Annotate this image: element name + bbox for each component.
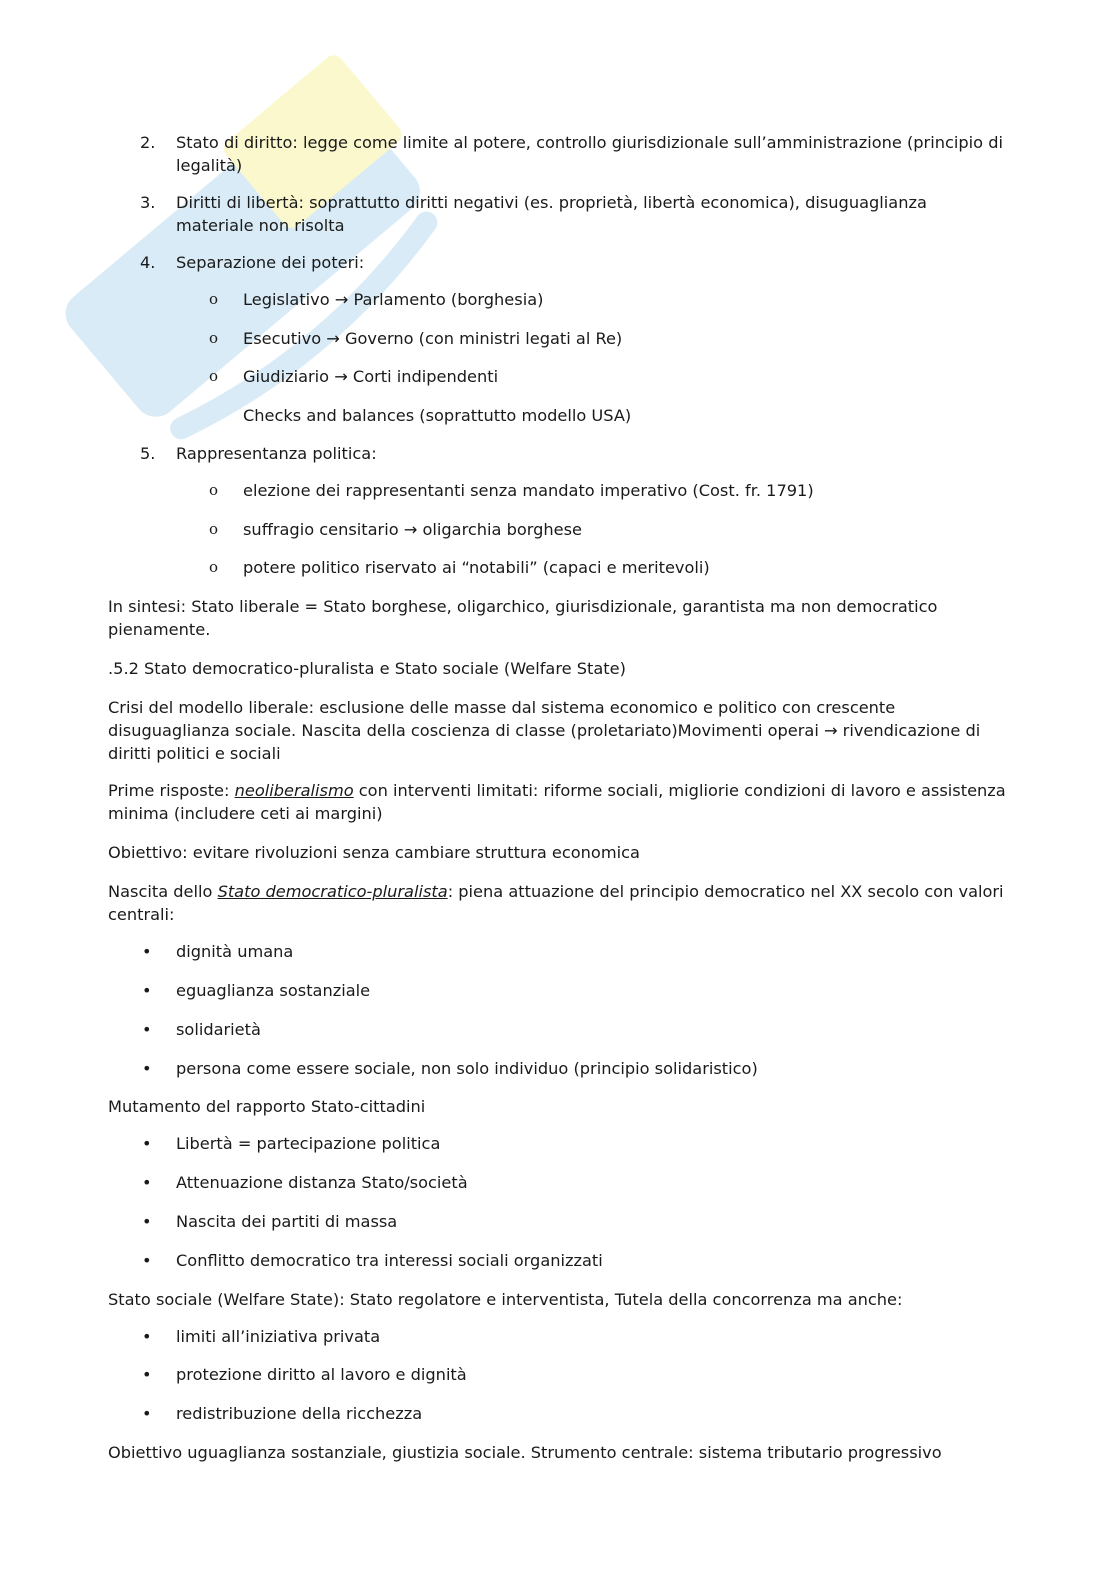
conclusione-paragraph: Obiettivo uguaglianza sostanziale, giustizia sociale. Strumento centrale: sistema tributario progressivo xyxy=(108,1443,942,1463)
sub-list-item: Checks and balances (soprattutto modello USA) xyxy=(243,405,632,425)
numbered-list-top xyxy=(108,131,1008,274)
mutamento-list xyxy=(108,1132,1008,1271)
bullet-icon: • xyxy=(142,1212,152,1232)
prime-risposte-paragraph: Prime risposte: neoliberalismo con interventi limitati: riforme sociali, migliorie condizioni di lavoro e assistenza minima (includere ceti ai margini) xyxy=(108,780,1006,823)
list-item: 2. Stato di diritto: legge come limite al potere, controllo giurisdizionale sull’amministrazione (principio di legalità) xyxy=(140,133,1003,175)
bullet-icon: • xyxy=(142,1404,152,1424)
nascita-paragraph: Nascita dello Stato democratico-pluralista: piena attuazione del principio democratico nel XX secolo con valori centrali: xyxy=(108,882,1004,925)
bullet-item: • Libertà = partecipazione politica xyxy=(142,1134,441,1154)
rappresentanza-sublist xyxy=(108,479,1008,579)
sintesi-paragraph: In sintesi: Stato liberale = Stato borghese, oligarchico, giurisdizionale, garantista ma non democratico pienamente. xyxy=(108,596,938,639)
section-heading: .5.2 Stato democratico-pluralista e Stato sociale (Welfare State) xyxy=(108,658,626,678)
bullet-icon: • xyxy=(142,1173,152,1193)
bullet-icon: • xyxy=(142,942,152,962)
mutamento-paragraph: Mutamento del rapporto Stato-cittadini xyxy=(108,1097,426,1117)
circle-bullet-icon: o xyxy=(209,481,219,499)
bullet-item: • eguaglianza sostanziale xyxy=(142,981,371,1001)
bullet-item: • Attenuazione distanza Stato/società xyxy=(142,1173,468,1193)
bullet-icon: • xyxy=(142,1326,152,1346)
circle-bullet-icon: o xyxy=(209,519,219,538)
welfare-paragraph: Stato sociale (Welfare State): Stato regolatore e interventista, Tutela della concorrenza ma anche: xyxy=(108,1289,903,1309)
list-item: 3. Diritti di libertà: soprattutto diritti negativi (es. proprietà, libertà economica), disuguaglianza materiale non risolta xyxy=(140,193,927,235)
bullet-item: • dignità umana xyxy=(142,942,294,962)
bullet-icon: • xyxy=(142,1134,152,1154)
circle-bullet-icon: o xyxy=(209,558,219,576)
circle-bullet-icon: o xyxy=(209,328,219,347)
sub-list-item: o suffragio censitario → oligarchia borghese xyxy=(209,519,583,539)
bullet-item: • solidarietà xyxy=(142,1019,261,1039)
sub-list-item: o Esecutivo → Governo (con ministri legati al Re) xyxy=(209,328,623,348)
bullet-icon: • xyxy=(142,1250,152,1270)
bullet-icon: • xyxy=(142,981,152,1001)
bullet-item: • protezione diritto al lavoro e dignità xyxy=(142,1365,467,1385)
circle-bullet-icon: o xyxy=(209,290,219,308)
list-item: 5. Rappresentanza politica: xyxy=(140,444,377,463)
sub-list-item: o Legislativo → Parlamento (borghesia) xyxy=(209,290,544,309)
sub-list-item: o potere politico riservato ai “notabili” (capaci e meritevoli) xyxy=(209,558,710,577)
welfare-list xyxy=(108,1325,1008,1426)
crisi-paragraph: Crisi del modello liberale: esclusione delle masse dal sistema economico e politico con crescente disuguaglianza sociale. Nascita della coscienza di classe (proletariato)Movimenti operai → rivendicazione di diritti politici e sociali xyxy=(108,697,981,763)
bullet-icon: • xyxy=(142,1058,152,1078)
bullet-icon: • xyxy=(142,1019,152,1039)
circle-bullet-icon: o xyxy=(209,367,219,385)
poteri-sublist xyxy=(108,288,1008,427)
bullet-item: • persona come essere sociale, non solo individuo (principio solidaristico) xyxy=(142,1058,758,1078)
bullet-item: • limiti all’iniziativa privata xyxy=(142,1326,381,1346)
document-page xyxy=(108,131,1008,1478)
stato-democratico-term: Stato democratico-pluralista xyxy=(217,882,448,902)
bullet-item: • Conflitto democratico tra interessi sociali organizzati xyxy=(142,1250,603,1270)
sub-list-item: o Giudiziario → Corti indipendenti xyxy=(209,367,499,386)
bullet-item: • Nascita dei partiti di massa xyxy=(142,1212,398,1232)
bullet-icon: • xyxy=(142,1365,152,1385)
list-item: 4. Separazione dei poteri: xyxy=(140,253,365,272)
bullet-item: • redistribuzione della ricchezza xyxy=(142,1404,423,1424)
valori-list xyxy=(108,940,1008,1079)
sub-list-item: o elezione dei rappresentanti senza mandato imperativo (Cost. fr. 1791) xyxy=(209,481,814,500)
neoliberalismo-term: neoliberalismo xyxy=(234,780,354,800)
obiettivo-paragraph: Obiettivo: evitare rivoluzioni senza cambiare struttura economica xyxy=(108,843,640,863)
